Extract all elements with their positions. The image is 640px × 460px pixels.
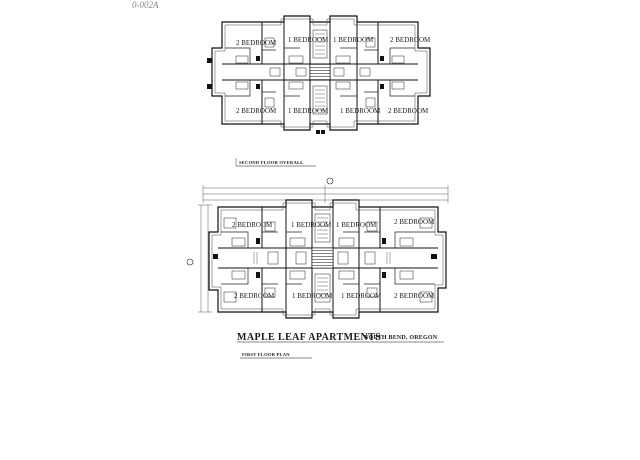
room-label: 1 BEDROOM [333,36,374,44]
room-label: 1 BEDROOM [340,107,381,115]
title-block [237,332,444,358]
room-label: 1 BEDROOM [341,292,382,300]
corner-mark: 0-002A [132,0,159,10]
room-label: 1 BEDROOM [291,221,332,229]
project-title: MAPLE LEAF APARTMENTS [237,332,382,343]
second-floor-plan [207,16,431,166]
room-label: 1 BEDROOM [288,36,329,44]
room-label: 1 BEDROOM [292,292,333,300]
plan-caption: FIRST FLOOR PLAN [242,352,290,357]
room-label: 2 BEDROOM [234,292,275,300]
project-location: NORTH BEND, OREGON [364,335,438,341]
room-label: 2 BEDROOM [394,218,435,226]
room-label: 2 BEDROOM [236,107,277,115]
room-label: 2 BEDROOM [236,39,277,47]
room-label: 2 BEDROOM [232,221,273,229]
room-label: 1 BEDROOM [288,107,329,115]
room-label: 2 BEDROOM [390,36,431,44]
room-label: 2 BEDROOM [394,292,435,300]
room-label: 1 BEDROOM [336,221,377,229]
plan-caption: SECOND FLOOR OVERALL [239,160,304,165]
room-label: 2 BEDROOM [388,107,429,115]
first-floor-plan [187,178,448,318]
